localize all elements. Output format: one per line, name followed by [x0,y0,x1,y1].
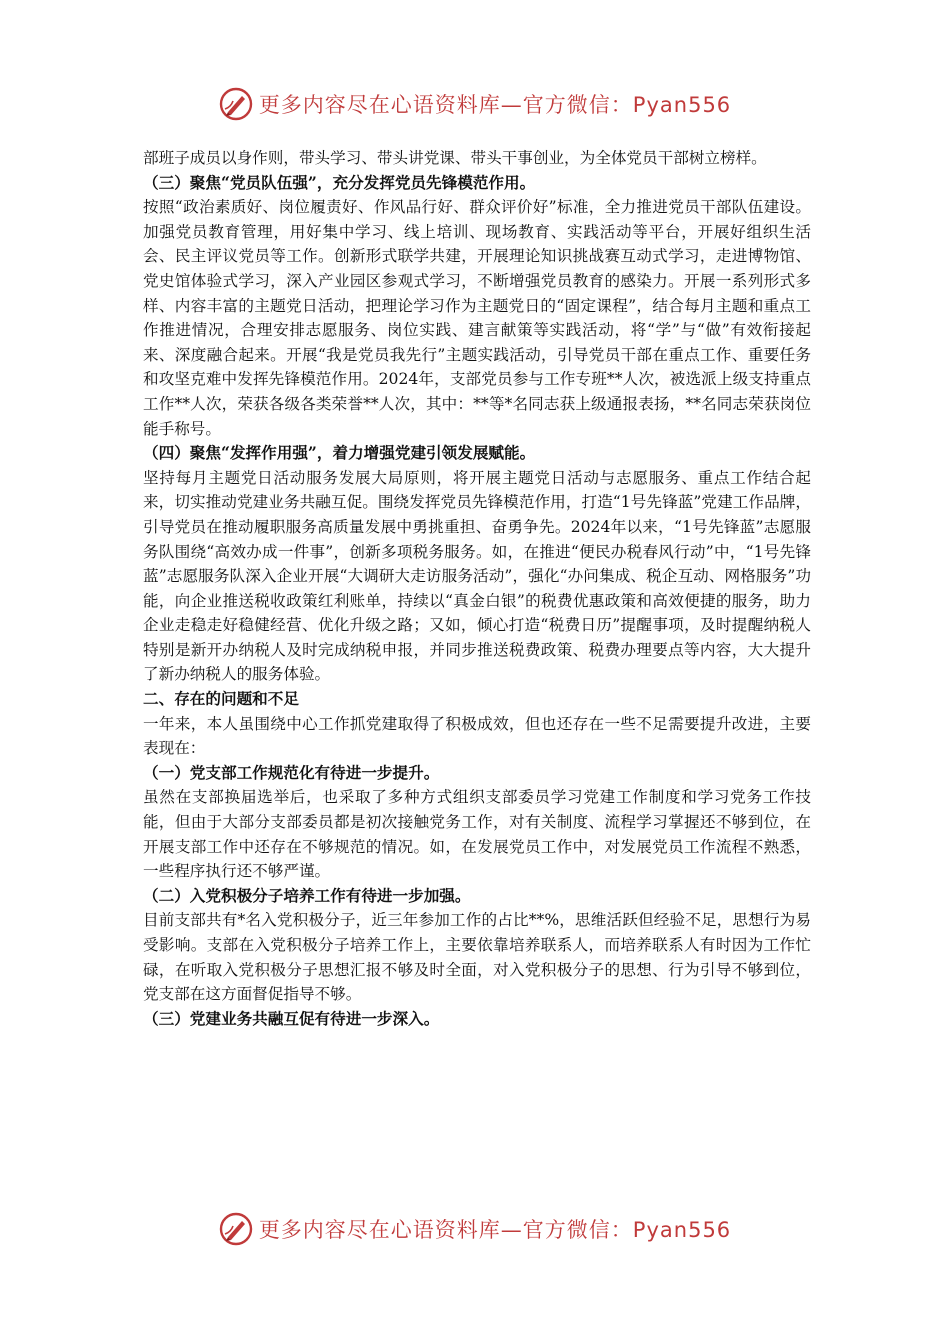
section-heading: （四）聚焦“发挥作用强”，着力增强党建引领发展赋能。 [143,443,536,463]
watermark-header [0,84,950,124]
paragraph: 部班子成员以身作则，带头学习、带头讲党课、带头干事创业，为全体党员干部树立榜样。 [143,149,767,167]
section-heading: （三）党建业务共融互促有待进一步深入。 [143,1008,440,1028]
paragraph: 按照“政治素质好、岗位履责好、作风品行好、群众评价好”标准，全力推进党员干部队伍建设。加强党员教育管理，用好集中学习、线上培训、现场教育、实践活动等平台，开展好组织生活会、民主评议党员等工作。创新形式联学共建，开展理论知识挑战赛互动式学习，走进博物馆、党史馆体验式学习，深入产业园区参观式学习，不断增强党员教育的感染力。开展一系列形式多样、内容丰富的主题党日活动，把理论学习作为主题党日的“固定课程”，结合每月主题和重点工作推进情况，合理安排志愿服务、岗位实践、建言献策等实践活动，将“学”与“做”有效衔接起来、深度融合起来。开展“我是党员我先行”主题实践活动，引导党员干部在重点工作、重要任务和攻坚克难中发挥先锋模范作用。2024年，支部党员参与工作专班**人次，被选派上级支持重点工作**人次，荣获各级各类荣誉**人次，其中：**等*名同志获上级通报表扬，**名同志荣获岗位能手称号。 [143,198,811,438]
paragraph: 一年来，本人虽围绕中心工作抓党建取得了积极成效，但也还存在一些不足需要提升改进，主要表现在： [143,714,811,758]
watermark-text: 更多内容尽在心语资料库—官方微信：Pyan556 [258,93,732,117]
section-heading: （一）党支部工作规范化有待进一步提升。 [143,762,440,782]
paragraph: 坚持每月主题党日活动服务发展大局原则，将开展主题党日活动与志愿服务、重点工作结合起来，切实推动党建业务共融互促。围绕发挥党员先锋模范作用，打造“1号先锋蓝”党建工作品牌，引导党员在推动履职服务高质量发展中勇挑重担、奋勇争先。2024年以来，“1号先锋蓝”志愿服务队围绕“高效办成一件事”，创新多项税务服务。如，在推进“便民办税春风行动”中，“1号先锋蓝”志愿服务队深入企业开展“大调研大走访服务活动”，强化“办问集成、税企互动、网格服务”功能，向企业推送税收政策红利账单，持续以“真金白银”的税费优惠政策和高效便捷的服务，助力企业走稳走好稳健经营、优化升级之路；又如，倾心打造“税费日历”提醒事项，及时提醒纳税人特别是新开办纳税人及时完成纳税申报，并同步推送税费政策、税费办理要点等内容，大大提升了新办纳税人的服务体验。 [143,468,811,684]
section-heading: （三）聚焦“党员队伍强”，充分发挥党员先锋模范作用。 [143,172,536,192]
document-body [143,146,811,1031]
pen-logo-icon [219,87,253,121]
pen-logo-icon [219,1212,253,1246]
watermark-footer [0,1209,950,1249]
section-heading: （二）入党积极分子培养工作有待进一步加强。 [143,885,471,905]
section-heading: 二、存在的问题和不足 [143,689,299,709]
watermark-text: 更多内容尽在心语资料库—官方微信：Pyan556 [258,1218,732,1242]
paragraph: 目前支部共有*名入党积极分子，近三年参加工作的占比**%，思维活跃但经验不足，思想行为易受影响。支部在入党积极分子培养工作上，主要依靠培养联系人，而培养联系人有时因为工作忙碌，在听取入党积极分子思想汇报不够及时全面，对入党积极分子的思想、行为引导不够到位，党支部在这方面督促指导不够。 [143,911,811,1004]
paragraph: 虽然在支部换届选举后，也采取了多种方式组织支部委员学习党建工作制度和学习党务工作技能，但由于大部分支部委员都是初次接触党务工作，对有关制度、流程学习掌握还不够到位，在开展支部工作中还存在不够规范的情况。如，在发展党员工作中，对发展党员工作流程不熟悉，一些程序执行还不够严谨。 [143,788,811,881]
